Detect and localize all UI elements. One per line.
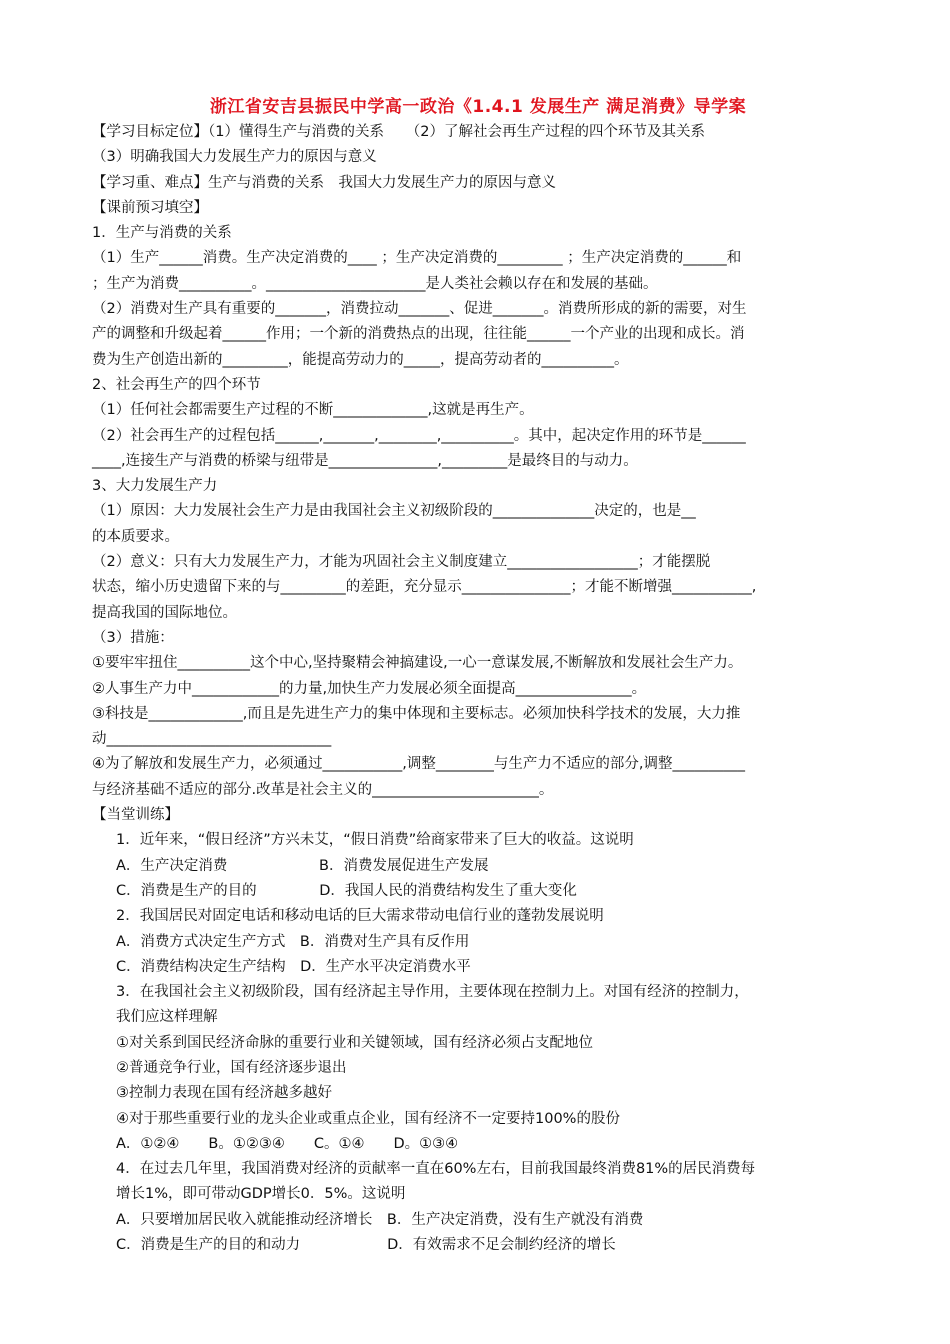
text-line: （1）原因：大力发展社会生产力是由我国社会主义初级阶段的______________决定的，也是__ xyxy=(92,503,696,520)
text-line: 产的调整和升级起着______作用；一个新的消费热点的出现，往往能______一个产业的出现和成长。消 xyxy=(92,326,745,343)
text-line: 动_______________________________ xyxy=(92,731,332,748)
text-line: 【学习重、难点】生产与消费的关系 我国大力发展生产力的原因与意义 xyxy=(92,174,556,191)
question-line: 4．在过去几年里，我国消费对经济的贡献率一直在60%左右，目前我国最终消费81%的居民消费每 xyxy=(116,1161,756,1178)
text-line: （3）措施： xyxy=(92,629,174,646)
text-line: 状态，缩小历史遗留下来的与_________的差距，充分显示_______________；才能不断增强___________, xyxy=(92,579,757,596)
practice-questions xyxy=(92,828,864,1258)
text-line: （1）生产______消费。生产决定消费的____ ；生产决定消费的_________ ；生产决定消费的______和 xyxy=(92,250,742,267)
statement-line: ④对于那些重要行业的龙头企业或重点企业，国有经济不一定要持100%的股份 xyxy=(116,1110,620,1127)
text-line: 1．生产与消费的关系 xyxy=(92,225,232,242)
text-line: 的本质要求。 xyxy=(92,528,179,545)
question-line: 我们应这样理解 xyxy=(116,1009,218,1026)
statement-line: ①对关系到国民经济命脉的重要行业和关键领域，国有经济必须占支配地位 xyxy=(116,1034,593,1051)
text-line: 提高我国的国际地位。 xyxy=(92,604,237,621)
study-guide-body xyxy=(92,120,864,828)
question-line: 3．在我国社会主义初级阶段，国有经济起主导作用，主要体现在控制力上。对国有经济的控制力， xyxy=(116,984,749,1001)
option-line: C．消费是生产的目的 D．我国人民的消费结构发生了重大变化 xyxy=(116,882,577,899)
question-line: 增长1%，即可带动GDP增长0．5%。这说明 xyxy=(116,1186,406,1203)
option-line: A．消费方式决定生产方式 B．消费对生产具有反作用 xyxy=(116,933,470,950)
text-line: （1）任何社会都需要生产过程的不断_____________,这就是再生产。 xyxy=(92,402,534,419)
text-line: 与经济基础不适应的部分.改革是社会主义的_______________________。 xyxy=(92,781,554,798)
text-line: ①要牢牢扭住__________这个中心,坚持聚精会神搞建设,一心一意谋发展,不断解放和发展社会生产力。 xyxy=(92,655,743,672)
text-line: ②人事生产力中____________的力量,加快生产力发展必须全面提高________________。 xyxy=(92,680,647,697)
statement-line: ③控制力表现在国有经济越多越好 xyxy=(116,1085,332,1102)
text-line: 费为生产创造出新的_________，能提高劳动力的_____，提高劳动者的__________。 xyxy=(92,351,629,368)
text-line: ③科技是_____________,而且是先进生产力的集中体现和主要标志。必须加快科学技术的发展，大力推 xyxy=(92,705,741,722)
text-line: （2）消费对生产具有重要的_______，消费拉动_______、促进_______。消费所形成的新的需要，对生 xyxy=(92,301,747,318)
text-line: ；生产为消费__________。______________________是人类社会赖以存在和发展的基础。 xyxy=(92,275,658,292)
text-line: （3）明确我国大力发展生产力的原因与意义 xyxy=(92,149,377,166)
text-line: 3、大力发展生产力 xyxy=(92,478,218,495)
document-page xyxy=(92,92,864,1258)
question-line: 1．近年来，“假日经济”方兴未艾，“假日消费”给商家带来了巨大的收益。这说明 xyxy=(116,832,634,849)
text-line: （2）意义：只有大力发展生产力，才能为巩固社会主义制度建立__________________；才能摆脱 xyxy=(92,554,711,571)
option-line: C．消费结构决定生产结构 D．生产水平决定消费水平 xyxy=(116,958,471,975)
section-heading: 【课前预习填空】 xyxy=(92,199,208,216)
text-line: （2）社会再生产的过程包括______,_______,________,__________。其中，起决定作用的环节是______ xyxy=(92,427,746,444)
document-title: 浙江省安吉县振民中学高一政治《1.4.1 发展生产 满足消费》导学案 xyxy=(209,97,747,117)
question-line: 2．我国居民对固定电话和移动电话的巨大需求带动电信行业的蓬勃发展说明 xyxy=(116,908,604,925)
section-heading: 【当堂训练】 xyxy=(92,807,179,824)
option-line: A．生产决定消费 B．消费发展促进生产发展 xyxy=(116,857,489,874)
text-line: ④为了解放和发展生产力，必须通过___________,调整________与生产力不适应的部分,调整__________ xyxy=(92,756,745,773)
statement-line: ②普通竞争行业，国有经济逐步退出 xyxy=(116,1059,347,1076)
option-line: A．①②④ B。①②③④ C。①④ D。①③④ xyxy=(116,1135,459,1152)
option-line: C．消费是生产的目的和动力 D．有效需求不足会制约经济的增长 xyxy=(116,1237,616,1254)
option-line: A．只要增加居民收入就能推动经济增长 B．生产决定消费，没有生产就没有消费 xyxy=(116,1211,644,1228)
text-line: 【学习目标定位】（1）懂得生产与消费的关系 （2）了解社会再生产过程的四个环节及其关系 xyxy=(92,124,705,140)
text-line: ____,连接生产与消费的桥梁与纽带是_______________,_________是最终目的与动力。 xyxy=(92,452,638,469)
text-line: 2、社会再生产的四个环节 xyxy=(92,376,261,393)
